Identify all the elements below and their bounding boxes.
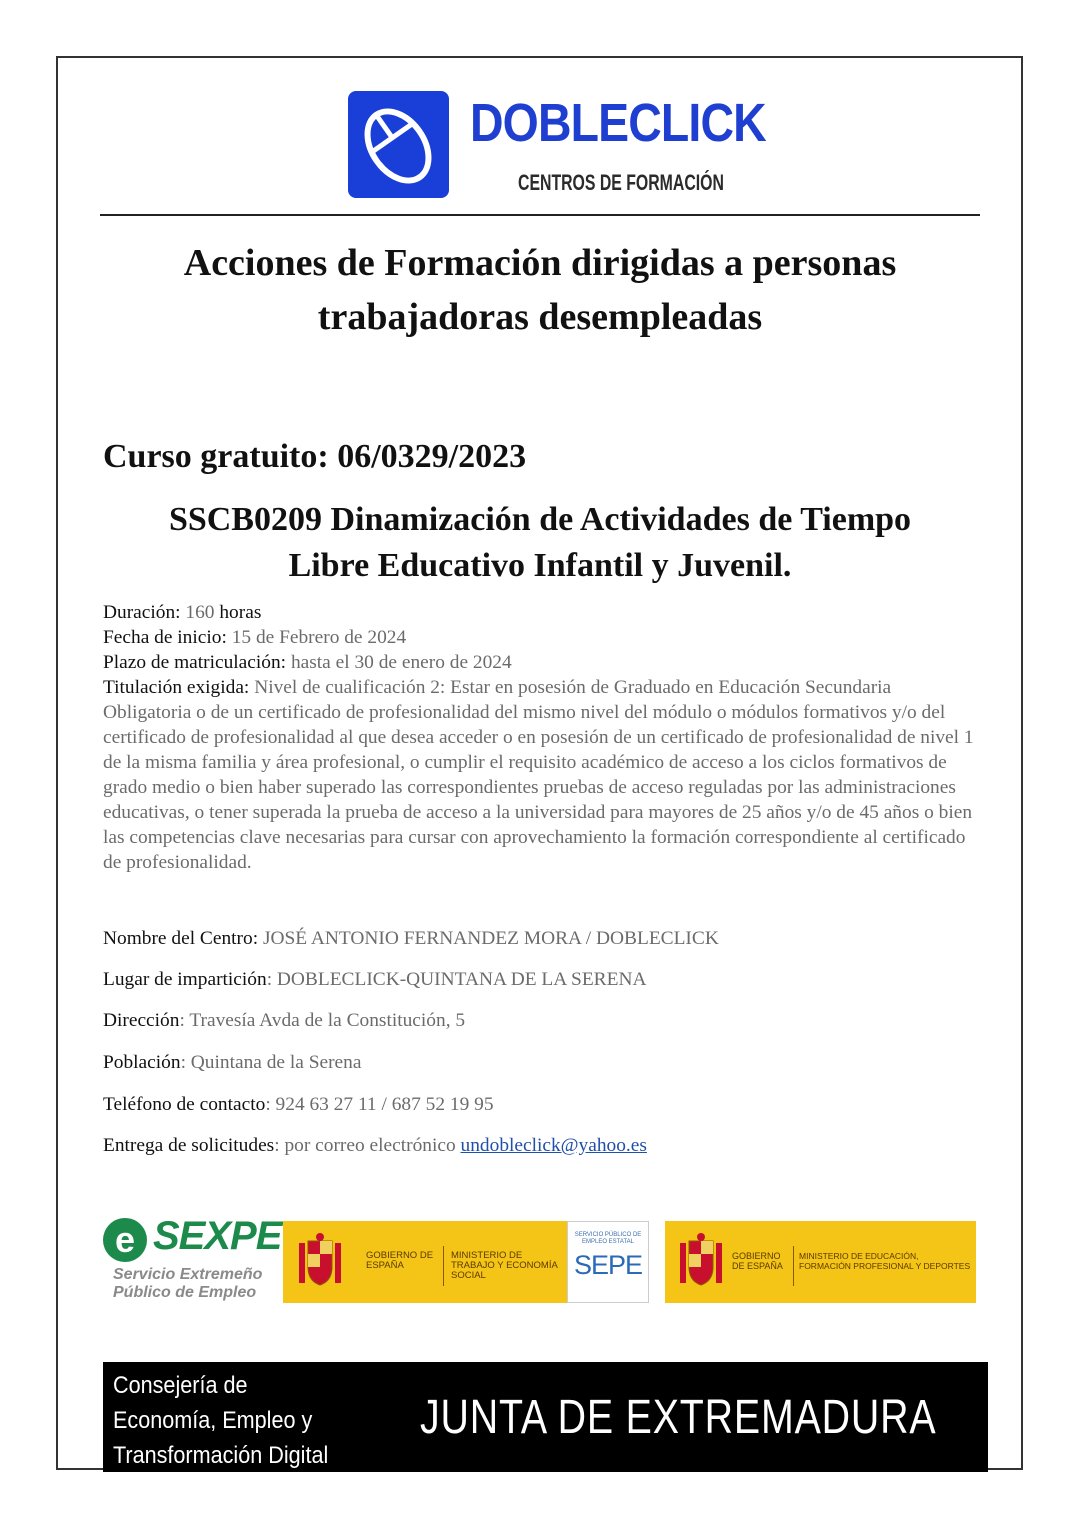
course-code: Curso gratuito: 06/0329/2023 — [103, 438, 527, 475]
duration-row — [103, 600, 978, 625]
phone-label: Teléfono de contacto — [103, 1094, 266, 1115]
brand-subtitle: CENTROS DE FORMACIÓN — [518, 170, 724, 195]
duration-value: 160 — [185, 602, 215, 623]
submission-label: Entrega de solicitudes — [103, 1135, 275, 1156]
sexpe-subtitle: Servicio Extremeño Público de Empleo — [113, 1266, 263, 1301]
duration-label: Duración: — [103, 602, 181, 623]
submission-row — [103, 1133, 983, 1158]
logo-divider — [793, 1246, 794, 1286]
logo-divider — [443, 1246, 444, 1286]
junta-name: JUNTA DE EXTREMADURA — [420, 1391, 937, 1444]
course-details — [103, 600, 978, 875]
enrollment-value: hasta el 30 de enero de 2024 — [290, 652, 512, 673]
ministry-label-1: MINISTERIO DE TRABAJO Y ECONOMÍA SOCIAL — [451, 1250, 558, 1281]
address-value: : Travesía Avda de la Constitución, 5 — [179, 1010, 466, 1031]
course-name — [80, 497, 1000, 589]
sexpe-name: SEXPE — [153, 1214, 282, 1258]
start-date-value: 15 de Febrero de 2024 — [231, 627, 407, 648]
page-title — [80, 236, 1000, 344]
phone-row — [103, 1092, 983, 1117]
address-label: Dirección — [103, 1010, 180, 1031]
center-name-row — [103, 926, 983, 951]
town-value: : Quintana de la Serena — [180, 1052, 362, 1073]
header-divider — [100, 214, 980, 216]
sexpe-logo — [103, 1214, 282, 1306]
consejeria-line-1: Consejería de — [113, 1372, 248, 1399]
government-label-1: GOBIERNO DE ESPAÑA — [366, 1250, 434, 1271]
government-label-2: GOBIERNO DE ESPAÑA — [732, 1251, 783, 1271]
consejeria-label — [113, 1368, 328, 1473]
spain-crest-icon — [676, 1233, 726, 1291]
requirements-value: Nivel de cualificación 2: Estar en posesión de Graduado en Educación Secundaria Obligatoria o de un certificado de profesionalidad del mismo nivel del módulo o módulos formativos y/o del certificado de profesionalidad al que desea acceder o en posesión de un certificado de profesionalidad de nivel 1 de la misma familia y área profesional, o cumplir el requisito académico de acceso a los ciclos formativos de grado medio o bien haber superado las correspondientes pruebas de acceso reguladas por las administraciones educativas, o tener superada la prueba de acceso a la universidad para mayores de 25 años y/o de 45 años o bien las competencias clave necesarias para cursar con aprovechamiento la formación correspondiente al certificado de profesionalidad. — [103, 677, 974, 873]
sexpe-e-icon: e — [103, 1218, 147, 1262]
title-line-2: trabajadoras desempleadas — [317, 296, 763, 338]
brand-name: DOBLECLICK — [470, 93, 766, 153]
email-link[interactable]: undobleclick@yahoo.es — [460, 1135, 647, 1156]
consejeria-line-2: Economía, Empleo y — [113, 1407, 313, 1434]
requirements-label: Titulación exigida: — [103, 677, 250, 698]
sepe-name: SEPE — [573, 1250, 643, 1280]
course-name-line-1: SSCB0209 Dinamización de Actividades de Tiempo — [168, 501, 912, 538]
start-date-label: Fecha de inicio: — [103, 627, 227, 648]
town-row — [103, 1050, 983, 1075]
start-date-row — [103, 625, 978, 650]
location-row — [103, 967, 983, 992]
submission-value: : por correo electrónico — [274, 1135, 456, 1156]
junta-banner — [103, 1362, 988, 1472]
sepe-small-label: SERVICIO PÚBLICO DE EMPLEO ESTATAL — [574, 1232, 642, 1245]
town-label: Población — [103, 1052, 181, 1073]
center-name-label: Nombre del Centro: — [103, 928, 259, 949]
phone-value: : 924 63 27 11 / 687 52 19 95 — [265, 1094, 494, 1115]
address-row — [103, 1008, 983, 1033]
ministry-label-2: MINISTERIO DE EDUCACIÓN, FORMACIÓN PROFESIONAL Y DEPORTES — [799, 1251, 971, 1271]
mouse-icon — [348, 91, 449, 198]
enrollment-label: Plazo de matriculación: — [103, 652, 287, 673]
enrollment-row — [103, 650, 978, 675]
title-line-1: Acciones de Formación dirigidas a personas — [183, 242, 897, 284]
spain-crest-icon — [295, 1233, 345, 1291]
location-value: : DOBLECLICK-QUINTANA DE LA SERENA — [266, 969, 647, 990]
requirements-row — [103, 675, 978, 875]
sepe-logo — [567, 1221, 649, 1303]
location-label: Lugar de impartición — [103, 969, 267, 990]
consejeria-line-3: Transformación Digital — [113, 1442, 329, 1469]
center-name-value: JOSÉ ANTONIO FERNANDEZ MORA / DOBLECLICK — [262, 928, 719, 949]
duration-unit: horas — [219, 602, 262, 623]
course-name-line-2: Libre Educativo Infantil y Juvenil. — [288, 547, 792, 584]
